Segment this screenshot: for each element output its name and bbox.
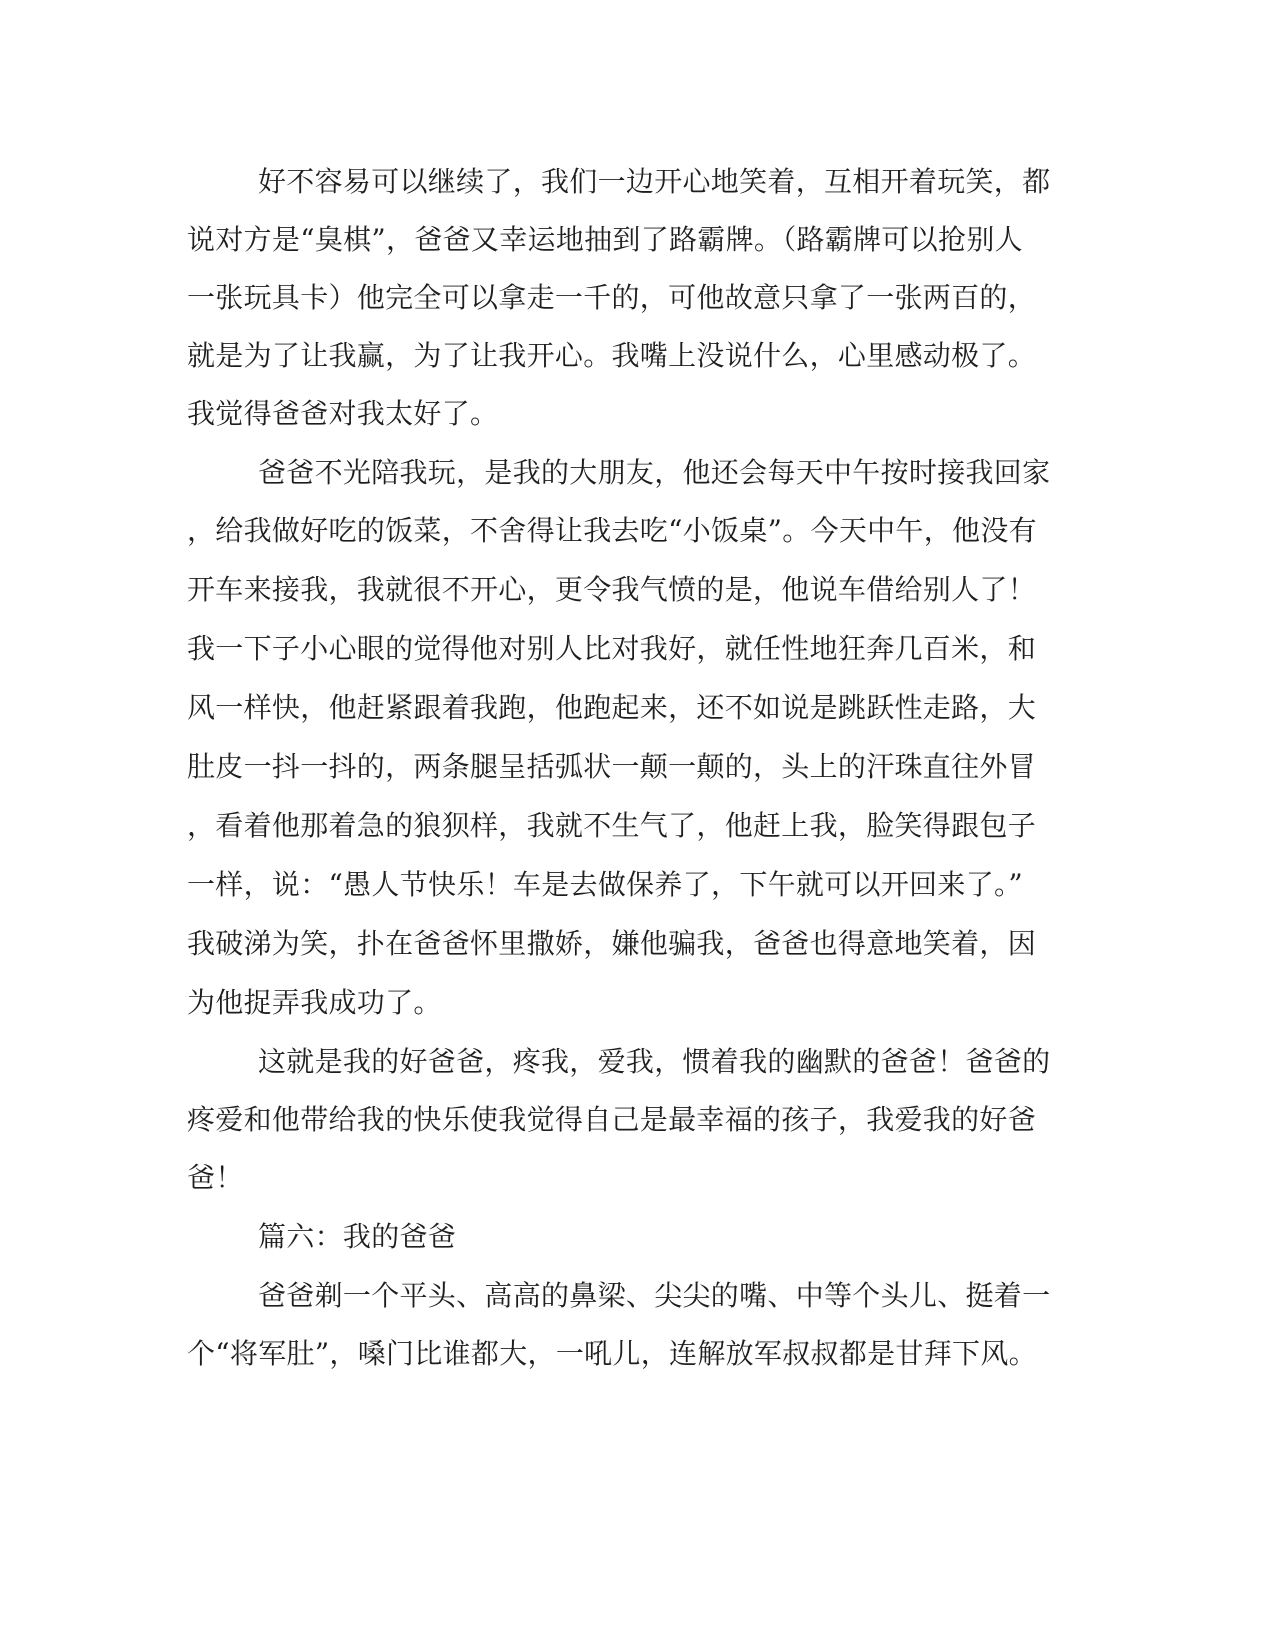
- text-line: 一样，说：“愚人节快乐！车是去做保养了，下午就可以开回来了。”: [187, 868, 1023, 901]
- text-line: ，看着他那着急的狼狈样，我就不生气了，他赶上我，脸笑得跟包子: [187, 809, 1037, 842]
- text-line: 个“将军肚”，嗓门比谁都大，一吼儿，连解放军叔叔都是甘拜下风。: [187, 1337, 1037, 1370]
- text-line: 我觉得爸爸对我太好了。: [187, 397, 499, 430]
- text-line: 这就是我的好爸爸，疼我，爱我，惯着我的幽默的爸爸！爸爸的: [258, 1045, 1051, 1078]
- text-line: 爸！: [187, 1161, 244, 1194]
- text-line: 爸爸不光陪我玩，是我的大朋友，他还会每天中午按时接我回家: [258, 456, 1051, 489]
- text-line: 一张玩具卡）他完全可以拿走一千的，可他故意只拿了一张两百的，: [187, 281, 1037, 314]
- text-line: 爸爸剃一个平头、高高的鼻梁、尖尖的嘴、中等个头儿、挺着一: [258, 1279, 1051, 1312]
- text-line: 我一下子小心眼的觉得他对别人比对我好，就任性地狂奔几百米，和: [187, 632, 1037, 665]
- text-line: 我破涕为笑，扑在爸爸怀里撒娇，嫌他骗我，爸爸也得意地笑着，因: [187, 927, 1037, 960]
- text-line: 开车来接我，我就很不开心，更令我气愤的是，他说车借给别人了！: [187, 573, 1037, 606]
- text-line: 好不容易可以继续了，我们一边开心地笑着，互相开着玩笑，都: [258, 165, 1051, 198]
- section-heading: 篇六：我的爸爸: [258, 1220, 457, 1253]
- text-line: 为他捉弄我成功了。: [187, 986, 442, 1019]
- text-line: 疼爱和他带给我的快乐使我觉得自己是最幸福的孩子，我爱我的好爸: [187, 1103, 1037, 1136]
- text-line: 说对方是“臭棋”，爸爸又幸运地抽到了路霸牌。（路霸牌可以抢别人: [187, 223, 1023, 256]
- text-line: 就是为了让我赢，为了让我开心。我嘴上没说什么，心里感动极了。: [187, 339, 1037, 372]
- text-line: ，给我做好吃的饭菜，不舍得让我去吃“小饭桌”。今天中午，他没有: [187, 514, 1037, 547]
- text-line: 风一样快，他赶紧跟着我跑，他跑起来，还不如说是跳跃性走路，大: [187, 691, 1037, 724]
- text-line: 肚皮一抖一抖的，两条腿呈括弧状一颠一颠的，头上的汗珠直往外冒: [187, 750, 1037, 783]
